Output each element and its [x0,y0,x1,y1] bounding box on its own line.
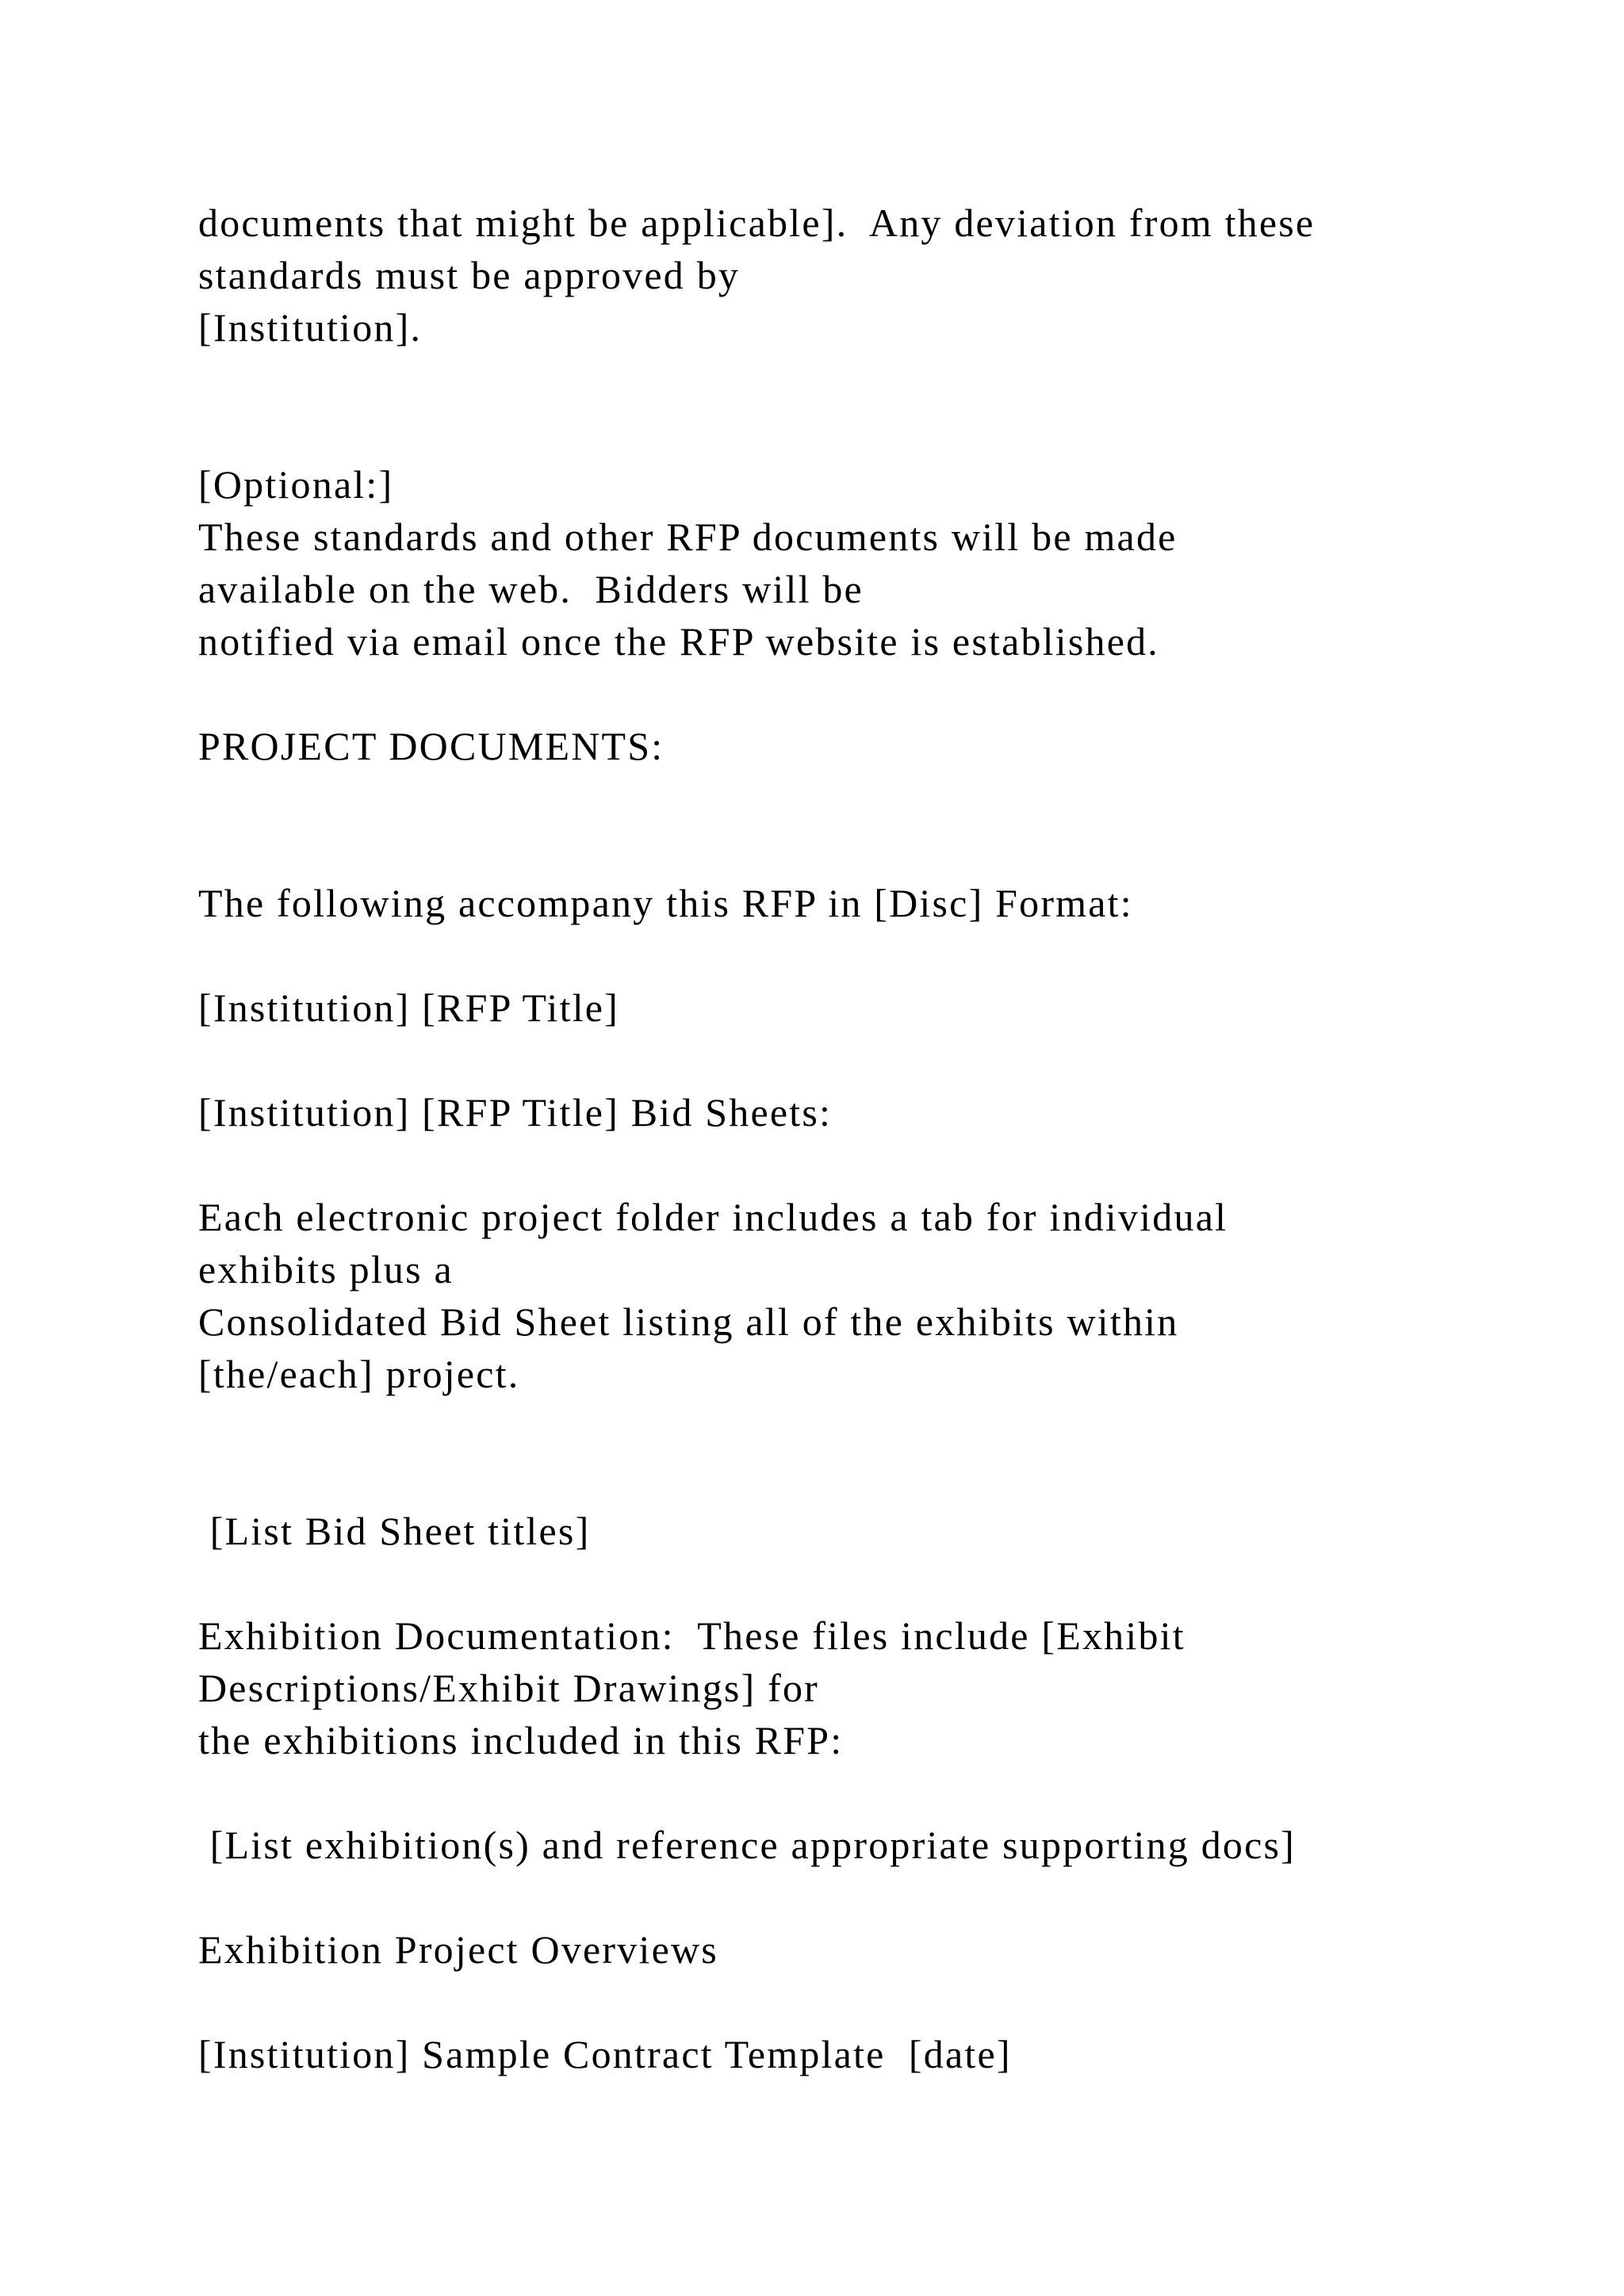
list-item-contract-template: [Institution] Sample Contract Template [date] [198,2032,1012,2076]
placeholder-bid-sheet-titles: [List Bid Sheet titles] [198,1509,591,1553]
list-item-project-overviews: Exhibition Project Overviews [198,1927,718,1972]
section-heading-project-documents: PROJECT DOCUMENTS: [198,724,665,768]
placeholder-exhibitions-list: [List exhibition(s) and reference appropriate supporting docs] [198,1823,1297,1867]
text-line: the exhibitions included in this RFP: [198,1718,844,1762]
list-item-bid-sheets: [Institution] [RFP Title] Bid Sheets: [198,1090,833,1135]
text-line: Consolidated Bid Sheet listing all of the exhibits within [198,1299,1179,1344]
text-line: notified via email once the RFP website is established. [198,619,1159,664]
text-line: available on the web. Bidders will be [198,567,864,611]
paragraph-accompany-rfp: The following accompany this RFP in [Disc] Format: [198,881,1133,925]
text-line: Descriptions/Exhibit Drawings] for [198,1666,820,1710]
text-line: documents that might be applicable]. Any deviation from these [198,201,1316,245]
text-line: These standards and other RFP documents will be made [198,515,1178,559]
text-line: standards must be approved by [198,253,741,297]
text-line: exhibits plus a [198,1247,454,1292]
text-line: Each electronic project folder includes a tab for individual [198,1195,1228,1239]
text-line: [the/each] project. [198,1352,520,1396]
text-line: [Institution]. [198,305,423,350]
text-line: [Optional:] [198,462,394,507]
list-item-rfp-title: [Institution] [RFP Title] [198,985,620,1030]
text-line: Exhibition Documentation: These files include [Exhibit [198,1613,1185,1658]
